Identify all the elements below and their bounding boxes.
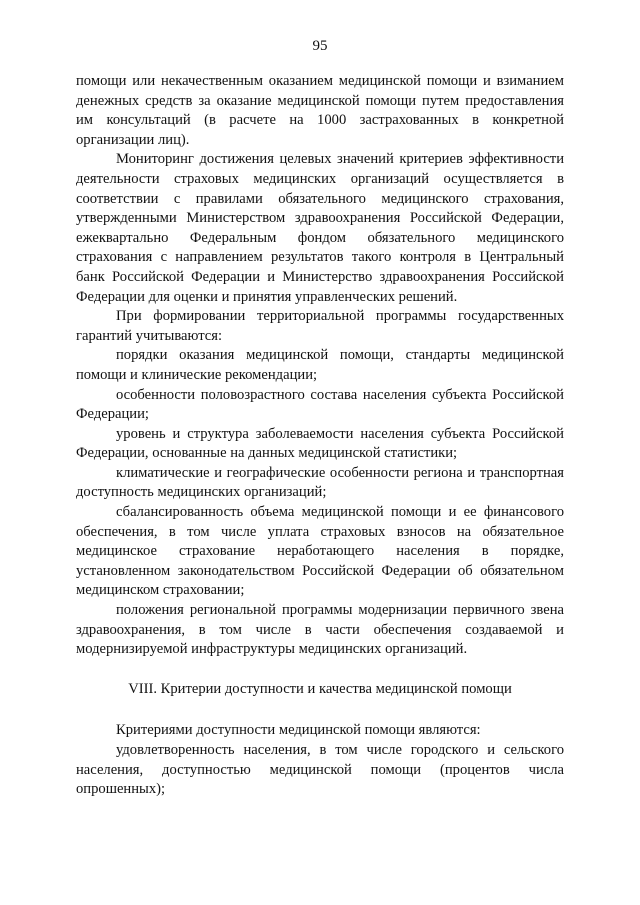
- paragraph-monitoring: Мониторинг достижения целевых значений критериев эффективности деятельности страховых медицинских организаций осуществляется в соответствии с правилами обязательного медицинского страхования, утвержденными Министерством здравоохранения Российской Федерации, ежеквартально Федеральным фондом обязательного медицинского страхования с направлением результатов такого контроля в Центральный банк Российской Федерации и Министерство здравоохранения Российской Федерации для оценки и принятия управленческих решений.: [76, 151, 564, 305]
- page-number: 95: [312, 38, 328, 54]
- list-item-satisfaction: удовлетворенность населения, в том числе городского и сельского населения, доступностью медицинской помощи (процентов числа опрошенных);: [76, 742, 564, 798]
- list-item-morbidity: уровень и структура заболеваемости населения субъекта Российской Федерации, основанные на данных медицинской статистики;: [76, 425, 564, 462]
- list-item-procedures: порядки оказания медицинской помощи, стандарты медицинской помощи и клинические рекомендации;: [76, 347, 564, 383]
- paragraph-criteria-intro: Критериями доступности медицинской помощи являются:: [116, 722, 481, 739]
- list-item-demographics: особенности половозрастного состава населения субъекта Российской Федерации;: [76, 386, 564, 423]
- list-item-balance: сбалансированность объема медицинской помощи и ее финансового обеспечения, в том числе уплата страховых взносов на обязательное медицинское страхование неработающего населения в порядке, установленном законодательством Российской Федерации об обязательном медицинском страховании;: [76, 504, 564, 599]
- list-item-modernization: положения региональной программы модернизации первичного звена здравоохранения, в том числе в части обеспечения создаваемой и модернизируемой инфраструктуры медицинских организаций.: [76, 602, 564, 658]
- document-body: [76, 72, 564, 800]
- section-heading: VIII. Критерии доступности и качества медицинской помощи: [128, 680, 512, 697]
- paragraph-program-factors-intro: При формировании территориальной программы государственных гарантий учитываются:: [76, 308, 564, 344]
- list-item-climate: климатические и географические особенности региона и транспортная доступность медицинских организаций;: [76, 464, 564, 501]
- paragraph-continuation: помощи или некачественным оказанием медицинской помощи и взиманием денежных средств за оказание медицинской помощи путем предоставления им консультаций (в расчете на 1000 застрахованных в конкретной организации лиц).: [76, 73, 564, 148]
